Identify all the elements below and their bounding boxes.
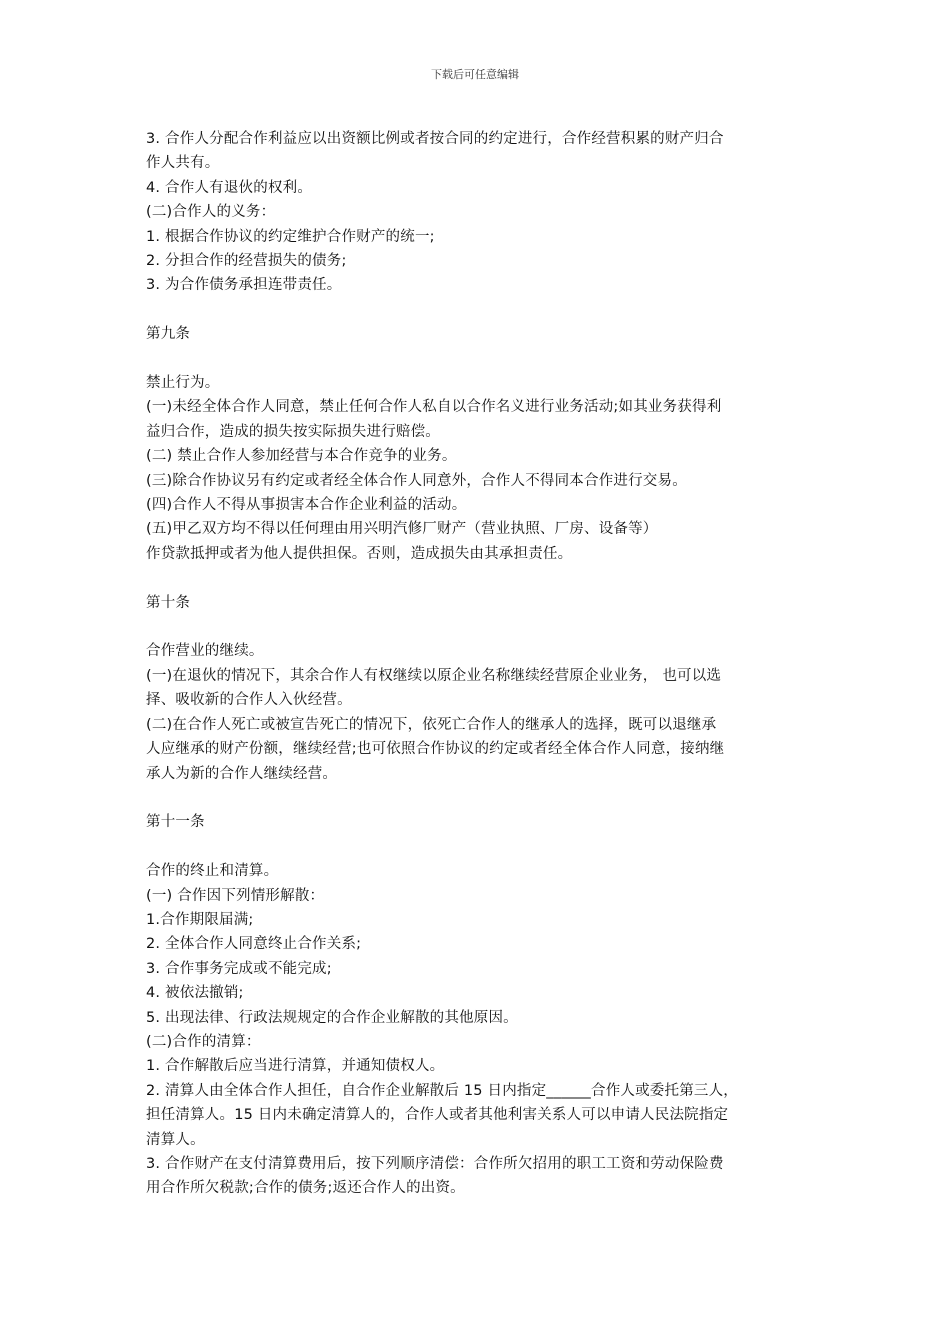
text-line: 1.合作期限届满; [146,911,254,928]
text-line: 人应继承的财产份额，继续经营;也可依照合作协议的约定或者经全体合作人同意，接纳继 [146,741,725,758]
page-header: 下载后可任意编辑 [431,68,519,81]
text-line: 3. 为合作债务承担连带责任。 [146,277,342,294]
blank-line [146,615,810,639]
text-line: (二)在合作人死亡或被宣告死亡的情况下，依死亡合作人的继承人的选择，既可以退继承 [146,716,717,733]
text-line: 第九条 [146,326,191,343]
text-line: (四)合作人不得从事损害本合作企业利益的活动。 [146,497,467,514]
text-line: 1. 根据合作协议的约定维护合作财产的统一; [146,228,435,245]
text-line: (三)除合作协议另有约定或者经全体合作人同意外，合作人不得同本合作进行交易。 [146,472,687,489]
text-line: 作贷款抵押或者为他人提供担保。否则，造成损失由其承担责任。 [146,545,573,562]
text-line: 合作营业的继续。 [146,643,264,660]
text-line: (五)甲乙双方均不得以任何理由用兴明汽修厂财产（营业执照、厂房、设备等） [146,521,658,538]
text-line: 承人为新的合作人继续经营。 [146,765,338,782]
text-line: 2. 分担合作的经营损失的债务; [146,253,347,270]
text-line: 第十一条 [146,814,205,831]
text-line: 3. 合作人分配合作利益应以出资额比例或者按合同的约定进行，合作经营积累的财产归合 [146,131,724,147]
document-body [146,127,810,1201]
blank-line [146,347,810,371]
text-line: 益归合作，造成的损失按实际损失进行赔偿。 [146,423,440,440]
blank-line [146,835,810,859]
text-line: 1. 合作解散后应当进行清算，并通知债权人。 [146,1058,445,1075]
blank-line [146,298,810,322]
text-line: 2. 清算人由全体合作人担任，自合作企业解散后 15 日内指定______合作人或委托第三人， [146,1082,739,1099]
text-line: 第十条 [146,594,191,611]
text-line: 4. 合作人有退伙的权利。 [146,179,313,196]
blank-line [146,566,810,590]
text-line: (二)合作人的义务： [146,204,276,221]
text-line: 担任清算人。15 日内未确定清算人的，合作人或者其他利害关系人可以申请人民法院指定 [146,1107,729,1124]
blank-line [146,786,810,810]
text-line: 择、吸收新的合作人入伙经营。 [146,692,352,709]
text-line: 合作的终止和清算。 [146,863,279,880]
text-line: (二)合作的清算： [146,1033,261,1050]
text-line: (一)在退伙的情况下，其余合作人有权继续以原企业名称继续经营原企业业务， 也可以选 [146,667,722,684]
text-line: 2. 全体合作人同意终止合作关系; [146,936,362,953]
text-line: 作人共有。 [146,155,220,172]
text-line: 用合作所欠税款;合作的债务;返还合作人的出资。 [146,1180,465,1197]
text-line: 3. 合作事务完成或不能完成; [146,960,332,977]
text-line: 3. 合作财产在支付清算费用后，按下列顺序清偿：合作所欠招用的职工工资和劳动保险费 [146,1155,724,1172]
text-line: 4. 被依法撤销; [146,985,244,1002]
text-line: 5. 出现法律、行政法规规定的合作企业解散的其他原因。 [146,1009,518,1026]
text-line: 禁止行为。 [146,375,220,392]
text-line: (一) 合作因下列情形解散： [146,887,325,904]
text-line: 清算人。 [146,1131,205,1148]
text-line: (一)未经全体合作人同意，禁止任何合作人私自以合作名义进行业务活动;如其业务获得利 [146,399,722,416]
text-line: (二) 禁止合作人参加经营与本合作竞争的业务。 [146,448,457,465]
